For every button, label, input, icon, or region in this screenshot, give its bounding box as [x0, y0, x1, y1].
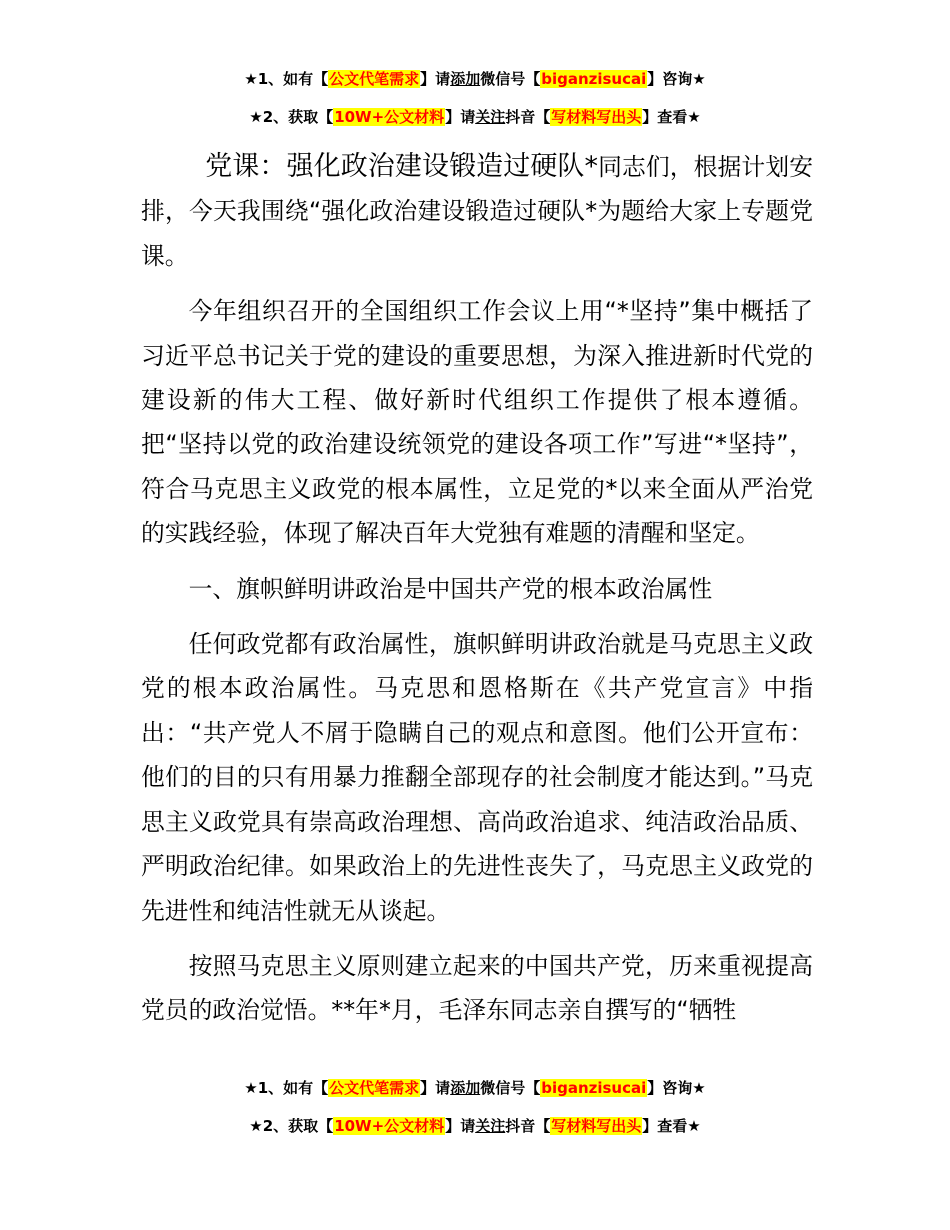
- body-paragraph: 今年组织召开的全国组织工作会议上用“*坚持”集中概括了习近平总书记关于党的建设的重要思想，为深入推进新时代党的建设新的伟大工程、做好新时代组织工作提供了根本遵循。把“坚持以党的政治建设统领党的建设各项工作”写进“*坚持”，符合马克思主义政党的根本属性，立足党的*以来全面从严治党的实践经验，体现了解决百年大党独有难题的清醒和坚定。: [141, 297, 813, 548]
- star-icon: ★: [249, 1117, 263, 1135]
- document-title: 党课：强化政治建设锻造过硬队*: [205, 151, 599, 182]
- intro-paragraph: [141, 145, 813, 278]
- highlight-service: 公文代笔需求: [329, 1079, 420, 1097]
- document-body: [141, 145, 813, 1044]
- header-ad-line-2: ★2、获取【10W+公文材料】请关注抖音【写材料写出头】查看★: [249, 108, 701, 126]
- highlight-wechat-id: biganzisucai: [541, 1079, 647, 1097]
- highlight-materials: 10W+公文材料: [334, 1117, 445, 1135]
- section-heading: 一、旗帜鲜明讲政治是中国共产党的根本政治属性: [188, 574, 713, 603]
- footer-ad-line-1: ★1、如有【公文代笔需求】请添加微信号【biganzisucai】咨询★: [244, 1079, 706, 1097]
- header-ad-line-1: ★1、如有【公文代笔需求】请添加微信号【biganzisucai】咨询★: [244, 70, 706, 88]
- footer-ad-line-2: ★2、获取【10W+公文材料】请关注抖音【写材料写出头】查看★: [249, 1117, 701, 1135]
- highlight-materials: 10W+公文材料: [334, 108, 445, 126]
- star-icon: ★: [249, 108, 263, 126]
- body-paragraph: 任何政党都有政治属性，旗帜鲜明讲政治就是马克思主义政党的根本政治属性。马克思和恩格斯在《共产党宣言》中指出：“共产党人不屑于隐瞒自己的观点和意图。他们公开宣布：他们的目的只有用暴力推翻全部现存的社会制度才能达到。”马克思主义政党具有崇高政治理想、高尚政治追求、纯洁政治品质、严明政治纪律。如果政治上的先进性丧失了，马克思主义政党的先进性和纯洁性就无从谈起。: [141, 630, 813, 925]
- highlight-douyin-id: 写材料写出头: [551, 108, 642, 126]
- star-icon: ★: [244, 1079, 258, 1097]
- highlight-douyin-id: 写材料写出头: [551, 1117, 642, 1135]
- intro-text: 同志们，根据计划安排，今天我围绕“强化政治建设锻造过硬队*为题给大家上专题党课。: [141, 153, 814, 270]
- body-paragraph: 按照马克思主义原则建立起来的中国共产党，历来重视提高党员的政治觉悟。**年*月，毛泽东同志亲自撰写的“牺牲: [141, 951, 813, 1025]
- star-icon: ★: [244, 70, 258, 88]
- highlight-service: 公文代笔需求: [329, 70, 420, 88]
- highlight-wechat-id: biganzisucai: [541, 70, 647, 88]
